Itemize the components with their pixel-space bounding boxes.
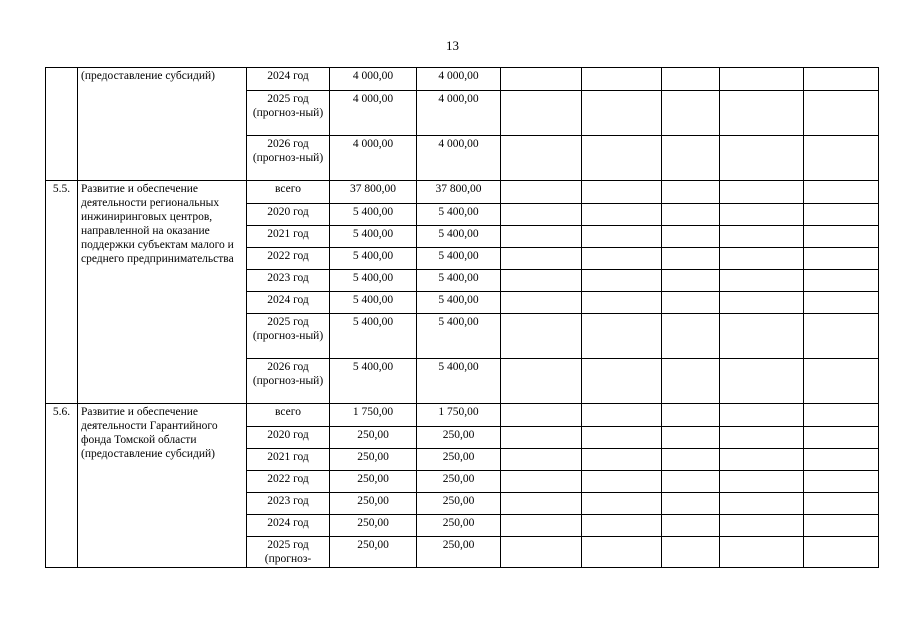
empty-cell <box>662 515 720 537</box>
empty-cell <box>662 136 720 181</box>
empty-cell <box>662 181 720 204</box>
empty-cell <box>804 537 879 568</box>
empty-cell <box>501 427 582 449</box>
empty-cell <box>662 314 720 359</box>
empty-cell <box>720 404 804 427</box>
empty-cell <box>804 226 879 248</box>
empty-cell <box>501 449 582 471</box>
regional-budget-value-cell: 5 400,00 <box>417 270 501 292</box>
empty-cell <box>501 270 582 292</box>
empty-cell <box>582 493 662 515</box>
total-value-cell: 250,00 <box>330 537 417 568</box>
empty-cell <box>582 292 662 314</box>
empty-cell <box>582 270 662 292</box>
empty-cell <box>501 404 582 427</box>
empty-cell <box>662 359 720 404</box>
table-body <box>46 68 879 568</box>
period-cell: 2023 год <box>247 270 330 292</box>
empty-cell <box>804 314 879 359</box>
total-value-cell: 5 400,00 <box>330 248 417 270</box>
empty-cell <box>501 136 582 181</box>
empty-cell <box>662 270 720 292</box>
empty-cell <box>804 427 879 449</box>
total-value-cell: 5 400,00 <box>330 314 417 359</box>
empty-cell <box>720 136 804 181</box>
empty-cell <box>804 471 879 493</box>
empty-cell <box>501 537 582 568</box>
regional-budget-value-cell: 5 400,00 <box>417 292 501 314</box>
total-value-cell: 5 400,00 <box>330 226 417 248</box>
total-value-cell: 5 400,00 <box>330 292 417 314</box>
empty-cell <box>582 314 662 359</box>
empty-cell <box>662 404 720 427</box>
regional-budget-value-cell: 5 400,00 <box>417 204 501 226</box>
regional-budget-value-cell: 250,00 <box>417 427 501 449</box>
period-cell: 2022 год <box>247 248 330 270</box>
empty-cell <box>720 68 804 91</box>
item-number: 5.6. <box>46 404 78 568</box>
item-number <box>46 68 78 181</box>
total-value-cell: 4 000,00 <box>330 91 417 136</box>
empty-cell <box>804 449 879 471</box>
empty-cell <box>582 427 662 449</box>
total-value-cell: 250,00 <box>330 427 417 449</box>
empty-cell <box>804 136 879 181</box>
empty-cell <box>501 204 582 226</box>
empty-cell <box>804 181 879 204</box>
period-cell: 2026 год (прогноз-ный) <box>247 359 330 404</box>
item-number: 5.5. <box>46 181 78 404</box>
regional-budget-value-cell: 250,00 <box>417 537 501 568</box>
empty-cell <box>720 248 804 270</box>
empty-cell <box>662 493 720 515</box>
empty-cell <box>582 449 662 471</box>
total-value-cell: 250,00 <box>330 471 417 493</box>
item-name: (предоставление субсидий) <box>78 68 247 181</box>
regional-budget-value-cell: 5 400,00 <box>417 226 501 248</box>
empty-cell <box>720 515 804 537</box>
empty-cell <box>804 270 879 292</box>
empty-cell <box>720 493 804 515</box>
empty-cell <box>662 248 720 270</box>
empty-cell <box>582 68 662 91</box>
period-cell: 2024 год <box>247 515 330 537</box>
empty-cell <box>501 181 582 204</box>
empty-cell <box>720 314 804 359</box>
empty-cell <box>720 270 804 292</box>
period-cell: 2026 год (прогноз-ный) <box>247 136 330 181</box>
empty-cell <box>804 404 879 427</box>
period-cell: 2025 год (прогноз-ный) <box>247 314 330 359</box>
empty-cell <box>501 493 582 515</box>
empty-cell <box>720 427 804 449</box>
empty-cell <box>582 515 662 537</box>
total-value-cell: 5 400,00 <box>330 270 417 292</box>
empty-cell <box>662 537 720 568</box>
period-cell: 2024 год <box>247 292 330 314</box>
regional-budget-value-cell: 250,00 <box>417 493 501 515</box>
total-value-cell: 4 000,00 <box>330 136 417 181</box>
total-value-cell: 250,00 <box>330 493 417 515</box>
period-cell: 2024 год <box>247 68 330 91</box>
empty-cell <box>804 248 879 270</box>
item-name: Развитие и обеспечение деятельности Гарантийного фонда Томской области (предоставление субсидий) <box>78 404 247 568</box>
empty-cell <box>720 91 804 136</box>
regional-budget-value-cell: 5 400,00 <box>417 248 501 270</box>
empty-cell <box>804 91 879 136</box>
empty-cell <box>720 471 804 493</box>
empty-cell <box>804 515 879 537</box>
empty-cell <box>582 91 662 136</box>
empty-cell <box>501 91 582 136</box>
empty-cell <box>582 359 662 404</box>
table-row <box>46 181 879 204</box>
period-cell: 2025 год (прогноз-ный) <box>247 91 330 136</box>
empty-cell <box>662 427 720 449</box>
regional-budget-value-cell: 5 400,00 <box>417 359 501 404</box>
total-value-cell: 37 800,00 <box>330 181 417 204</box>
empty-cell <box>720 181 804 204</box>
regional-budget-value-cell: 250,00 <box>417 449 501 471</box>
empty-cell <box>501 226 582 248</box>
empty-cell <box>662 471 720 493</box>
period-cell: всего <box>247 404 330 427</box>
empty-cell <box>582 204 662 226</box>
regional-budget-value-cell: 4 000,00 <box>417 68 501 91</box>
empty-cell <box>804 292 879 314</box>
period-cell: 2023 год <box>247 493 330 515</box>
regional-budget-value-cell: 37 800,00 <box>417 181 501 204</box>
period-cell: 2021 год <box>247 226 330 248</box>
item-name: Развитие и обеспечение деятельности региональных инжиниринговых центров, направленной на оказание поддержки субъектам малого и среднего предпринимательства <box>78 181 247 404</box>
period-cell: 2021 год <box>247 449 330 471</box>
period-cell: 2025 год (прогноз- <box>247 537 330 568</box>
total-value-cell: 1 750,00 <box>330 404 417 427</box>
empty-cell <box>501 314 582 359</box>
empty-cell <box>662 449 720 471</box>
empty-cell <box>804 68 879 91</box>
regional-budget-value-cell: 250,00 <box>417 471 501 493</box>
empty-cell <box>804 359 879 404</box>
empty-cell <box>804 204 879 226</box>
empty-cell <box>582 404 662 427</box>
total-value-cell: 250,00 <box>330 449 417 471</box>
empty-cell <box>720 204 804 226</box>
regional-budget-value-cell: 1 750,00 <box>417 404 501 427</box>
empty-cell <box>662 226 720 248</box>
total-value-cell: 5 400,00 <box>330 204 417 226</box>
page-number: 13 <box>446 38 459 53</box>
total-value-cell: 250,00 <box>330 515 417 537</box>
empty-cell <box>582 226 662 248</box>
empty-cell <box>501 68 582 91</box>
empty-cell <box>582 537 662 568</box>
period-cell: 2020 год <box>247 204 330 226</box>
empty-cell <box>501 292 582 314</box>
period-cell: всего <box>247 181 330 204</box>
regional-budget-value-cell: 250,00 <box>417 515 501 537</box>
empty-cell <box>720 226 804 248</box>
empty-cell <box>582 136 662 181</box>
period-cell: 2022 год <box>247 471 330 493</box>
empty-cell <box>662 204 720 226</box>
empty-cell <box>662 91 720 136</box>
total-value-cell: 4 000,00 <box>330 68 417 91</box>
empty-cell <box>662 68 720 91</box>
empty-cell <box>582 181 662 204</box>
empty-cell <box>662 292 720 314</box>
budget-table <box>45 67 879 568</box>
empty-cell <box>804 493 879 515</box>
period-cell: 2020 год <box>247 427 330 449</box>
table-row <box>46 404 879 427</box>
empty-cell <box>720 449 804 471</box>
total-value-cell: 5 400,00 <box>330 359 417 404</box>
empty-cell <box>582 471 662 493</box>
empty-cell <box>501 515 582 537</box>
empty-cell <box>720 537 804 568</box>
empty-cell <box>501 359 582 404</box>
table-row <box>46 68 879 91</box>
regional-budget-value-cell: 4 000,00 <box>417 91 501 136</box>
regional-budget-value-cell: 5 400,00 <box>417 314 501 359</box>
empty-cell <box>720 359 804 404</box>
empty-cell <box>501 248 582 270</box>
empty-cell <box>501 471 582 493</box>
regional-budget-value-cell: 4 000,00 <box>417 136 501 181</box>
empty-cell <box>720 292 804 314</box>
empty-cell <box>582 248 662 270</box>
